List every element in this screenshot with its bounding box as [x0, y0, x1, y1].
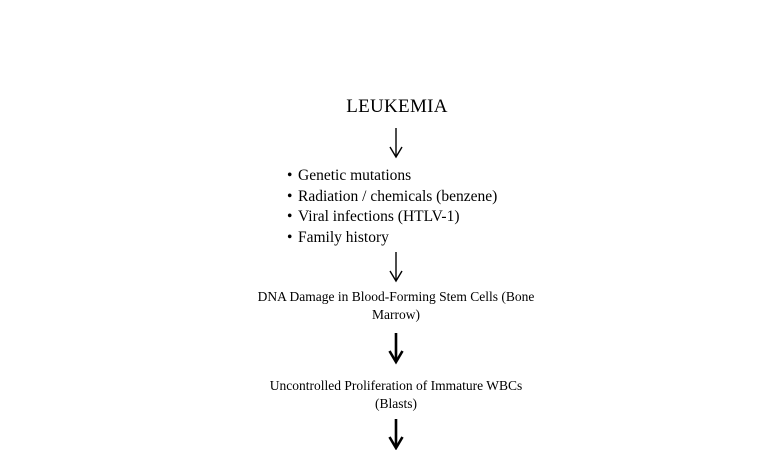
- cause-text: Viral infections (HTLV-1): [298, 208, 460, 225]
- bullet-icon: •: [287, 167, 293, 184]
- step-proliferation: Uncontrolled Proliferation of Immature WBCs (Blasts): [269, 378, 523, 411]
- list-item: [287, 187, 497, 208]
- arrow-down-icon: [388, 127, 404, 159]
- bullet-icon: •: [287, 208, 293, 225]
- diagram-title: LEUKEMIA: [346, 96, 448, 117]
- list-item: [287, 228, 497, 249]
- bullet-icon: •: [287, 187, 293, 205]
- arrow-down-bold-icon: [387, 332, 405, 364]
- cause-text: Family history: [298, 228, 389, 246]
- cause-text: Radiation / chemicals (benzene): [298, 187, 498, 205]
- cause-list: [287, 166, 497, 248]
- list-item: [287, 207, 497, 228]
- cause-text: Genetic mutations: [298, 167, 412, 184]
- list-item: [287, 166, 497, 187]
- arrow-down-icon: [388, 251, 404, 283]
- arrow-down-bold-icon: [387, 418, 405, 450]
- step-dna-damage: DNA Damage in Blood-Forming Stem Cells (Bone Marrow): [257, 289, 535, 322]
- bullet-icon: •: [287, 228, 293, 246]
